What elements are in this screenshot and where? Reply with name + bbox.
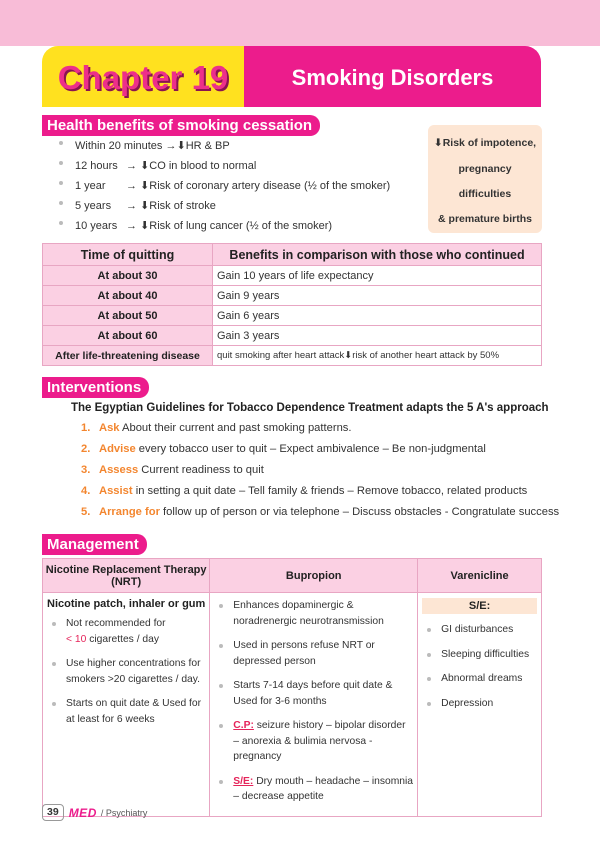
list-item: Used in persons refuse NRT or depressed person bbox=[218, 638, 413, 669]
list-item: Enhances dopaminergic & noradrenergic neurotransmission bbox=[218, 598, 413, 629]
section-heading-health-benefits: Health benefits of smoking cessation bbox=[42, 115, 320, 136]
side-note-line: difficulties bbox=[458, 188, 512, 200]
page-footer bbox=[42, 804, 147, 821]
varenicline-cell bbox=[418, 593, 542, 817]
quit-benefit: Gain 9 years bbox=[213, 286, 542, 306]
nrt-subhead: Nicotine patch, inhaler or gum bbox=[47, 598, 206, 610]
column-header: Nicotine Replacement Therapy (NRT) bbox=[43, 559, 210, 593]
list-item: 3. Assess Current readiness to quit bbox=[81, 464, 264, 476]
list-item: 1 year → ⬇Risk of coronary artery disease (½ of the smoker) bbox=[58, 176, 390, 196]
table-row bbox=[43, 266, 542, 286]
chapter-title-box bbox=[244, 46, 541, 107]
column-header: Time of quitting bbox=[43, 244, 213, 266]
quitting-benefits-table bbox=[42, 243, 542, 366]
quit-time: At about 50 bbox=[43, 306, 213, 326]
column-header: Benefits in comparison with those who continued bbox=[213, 244, 542, 266]
section-heading-management: Management bbox=[42, 534, 147, 555]
chapter-number: Chapter 19 bbox=[57, 59, 229, 96]
table-row bbox=[43, 593, 542, 817]
varenicline-subhead: S/E: bbox=[422, 598, 537, 614]
side-note-line: pregnancy bbox=[458, 163, 512, 175]
nrt-cell bbox=[43, 593, 210, 817]
side-note-line: ⬇Risk of impotence, bbox=[433, 137, 537, 149]
list-item: GI disturbances bbox=[426, 622, 537, 638]
table-row bbox=[43, 346, 542, 366]
list-item: S/E: Dry mouth – headache – insomnia – decrease appetite bbox=[218, 774, 413, 805]
list-item: Not recommended for < 10 cigarettes / day bbox=[51, 616, 205, 647]
quit-benefit: quit smoking after heart attack⬇risk of another heart attack by 50% bbox=[213, 346, 542, 366]
table-row bbox=[43, 306, 542, 326]
list-item: C.P: seizure history – bipolar disorder – anorexia & bulimia nervosa - pregnancy bbox=[218, 718, 413, 765]
section-heading-interventions: Interventions bbox=[42, 377, 149, 398]
list-item: 1. Ask About their current and past smoking patterns. bbox=[81, 422, 352, 434]
list-item: Use higher concentrations for smokers >20 cigarettes / day. bbox=[51, 656, 205, 687]
quit-benefit: Gain 6 years bbox=[213, 306, 542, 326]
chapter-title: Smoking Disorders bbox=[291, 65, 494, 90]
side-note-box bbox=[428, 125, 542, 233]
quit-benefit: Gain 10 years of life expectancy bbox=[213, 266, 542, 286]
list-item: 2. Advise every tobacco user to quit – Expect ambivalence – Be non-judgmental bbox=[81, 443, 486, 455]
footer-section-label: / Psychiatry bbox=[100, 807, 148, 818]
bupropion-list bbox=[210, 598, 417, 805]
list-item: 12 hours → ⬇CO in blood to normal bbox=[58, 156, 390, 176]
column-header: Bupropion bbox=[210, 559, 418, 593]
quit-time: At about 60 bbox=[43, 326, 213, 346]
list-item: Depression bbox=[426, 696, 537, 712]
table-header-row bbox=[43, 244, 542, 266]
nrt-list bbox=[43, 616, 209, 727]
management-table bbox=[42, 558, 542, 817]
quit-time: At about 30 bbox=[43, 266, 213, 286]
quit-time: At about 40 bbox=[43, 286, 213, 306]
list-item: Abnormal dreams bbox=[426, 671, 537, 687]
list-item: Starts on quit date & Used for at least for 6 weeks bbox=[51, 696, 205, 727]
list-item: 5 years → ⬇Risk of stroke bbox=[58, 196, 390, 216]
list-item: Starts 7-14 days before quit date & Used for 3-6 months bbox=[218, 678, 413, 709]
table-row bbox=[43, 286, 542, 306]
header-band bbox=[0, 0, 600, 46]
list-item: 5. Arrange for follow up of person or via telephone – Discuss obstacles - Congratulate success bbox=[81, 506, 560, 518]
interventions-intro: The Egyptian Guidelines for Tobacco Dependence Treatment adapts the 5 A's approach bbox=[71, 402, 549, 414]
brand-logo: MED bbox=[68, 805, 97, 820]
list-item: 10 years → ⬇Risk of lung cancer (½ of the smoker) bbox=[58, 216, 390, 236]
chapter-badge bbox=[42, 46, 244, 107]
list-item: Sleeping difficulties bbox=[426, 647, 537, 663]
side-note-line: & premature births bbox=[438, 213, 532, 225]
table-header-row bbox=[43, 559, 542, 593]
quit-time: After life-threatening disease bbox=[43, 346, 213, 366]
five-a-steps bbox=[81, 418, 559, 523]
table-row bbox=[43, 326, 542, 346]
varenicline-list bbox=[418, 622, 541, 711]
bupropion-cell bbox=[210, 593, 418, 817]
list-item: 4. Assist in setting a quit date – Tell family & friends – Remove tobacco, related products bbox=[81, 485, 528, 497]
column-header: Varenicline bbox=[418, 559, 542, 593]
quit-benefit: Gain 3 years bbox=[213, 326, 542, 346]
benefits-list bbox=[58, 136, 390, 236]
list-item: Within 20 minutes →⬇HR & BP bbox=[58, 136, 390, 156]
page-number: 39 bbox=[42, 804, 64, 821]
